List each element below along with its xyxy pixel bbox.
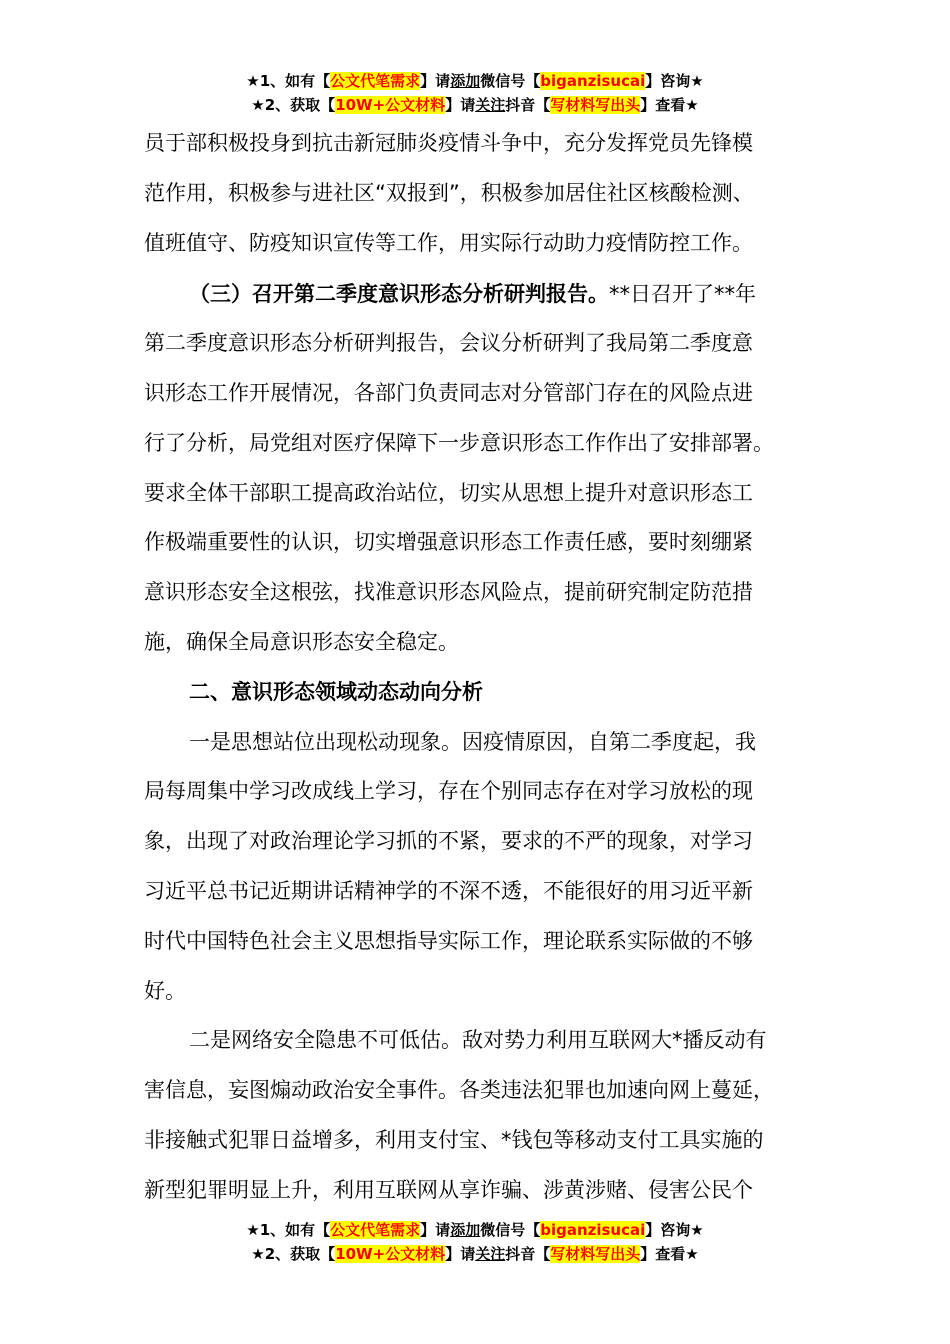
body-line: 行了分析，局党组对医疗保障下一步意识形态工作作出了安排部署。 (144, 431, 774, 455)
banner-highlight: 10W+公文材料 (335, 96, 446, 114)
body-text: **日召开了**年 (609, 282, 756, 306)
section-heading: （三）召开第二季度意识形态分析研判报告。 (189, 282, 609, 306)
body-line: 第二季度意识形态分析研判报告，会议分析研判了我局第二季度意 (144, 331, 753, 355)
wechat-id-highlight: biganzisucai (540, 1221, 646, 1239)
banner-text: 抖音【 (505, 96, 551, 114)
body-line: 要求全体干部职工提高政治站位，切实从思想上提升对意识形态工 (144, 481, 753, 505)
douyin-highlight: 写材料写出头 (550, 1245, 641, 1263)
body-line: 好。 (144, 979, 186, 1003)
banner-text: 】请 (445, 96, 476, 114)
banner-text: 抖音【 (505, 1245, 551, 1263)
banner-text: 】请 (420, 72, 451, 90)
banner-text: 】请 (420, 1221, 451, 1239)
top-banner-line-1 (0, 70, 950, 92)
body-line: 习近平总书记近期讲话精神学的不深不透，不能很好的用习近平新 (144, 879, 753, 903)
banner-underline: 关注 (475, 1245, 506, 1263)
top-banner-line-2 (0, 94, 950, 116)
body-line: 象，出现了对政治理论学习抓的不紧，要求的不严的现象，对学习 (144, 829, 753, 853)
banner-text: ★2、获取【 (251, 96, 336, 114)
banner-text: 】查看★ (640, 1245, 699, 1263)
body-line: 意识形态安全这根弦，找准意识形态风险点，提前研究制定防范措 (144, 580, 753, 604)
body-line: 值班值守、防疫知识宣传等工作，用实际行动助力疫情防控工作。 (144, 231, 753, 255)
banner-highlight: 10W+公文材料 (335, 1245, 446, 1263)
banner-text: 】咨询★ (645, 72, 704, 90)
body-line: 害信息，妄图煽动政治安全事件。各类违法犯罪也加速向网上蔓延， (144, 1078, 774, 1102)
wechat-id-highlight: biganzisucai (540, 72, 646, 90)
banner-text: ★1、如有【 (246, 1221, 331, 1239)
banner-text: ★1、如有【 (246, 72, 331, 90)
banner-text: 】咨询★ (645, 1221, 704, 1239)
banner-text: 】请 (445, 1245, 476, 1263)
bottom-banner-line-2 (0, 1243, 950, 1265)
body-line: 作极端重要性的认识，切实增强意识形态工作责任感，要时刻绷紧 (144, 530, 753, 554)
section-heading-line (189, 279, 756, 309)
body-line: 时代中国特色社会主义思想指导实际工作，理论联系实际做的不够 (144, 929, 753, 953)
section-heading: 二、意识形态领域动态动向分析 (189, 680, 483, 704)
body-line: 非接触式犯罪日益增多，利用支付宝、*钱包等移动支付工具实施的 (144, 1128, 764, 1152)
body-line: 局每周集中学习改成线上学习，存在个别同志存在对学习放松的现 (144, 779, 753, 803)
bottom-banner-line-1 (0, 1219, 950, 1241)
banner-underline: 关注 (475, 96, 506, 114)
banner-text: 微信号【 (480, 1221, 541, 1239)
banner-text: 微信号【 (480, 72, 541, 90)
banner-underline: 添加 (450, 1221, 481, 1239)
body-line: 员于部积极投身到抗击新冠肺炎疫情斗争中，充分发挥党员先锋模 (144, 131, 753, 155)
banner-underline: 添加 (450, 72, 481, 90)
banner-highlight: 公文代笔需求 (330, 72, 421, 90)
body-line: 范作用，积极参与进社区“双报到”，积极参加居住社区核酸检测、 (144, 181, 754, 205)
body-line: 施，确保全局意识形态安全稳定。 (144, 630, 459, 654)
body-line: 识形态工作开展情况，各部门负责同志对分管部门存在的风险点进 (144, 381, 753, 405)
banner-highlight: 公文代笔需求 (330, 1221, 421, 1239)
body-line: 一是思想站位出现松动现象。因疫情原因，自第二季度起，我 (189, 730, 756, 754)
douyin-highlight: 写材料写出头 (550, 96, 641, 114)
banner-text: 】查看★ (640, 96, 699, 114)
banner-text: ★2、获取【 (251, 1245, 336, 1263)
body-line: 新型犯罪明显上升，利用互联网从享诈骗、涉黄涉赌、侵害公民个 (144, 1178, 753, 1202)
body-line: 二是网络安全隐患不可低估。敌对势力利用互联网大*播反动有 (189, 1028, 767, 1052)
